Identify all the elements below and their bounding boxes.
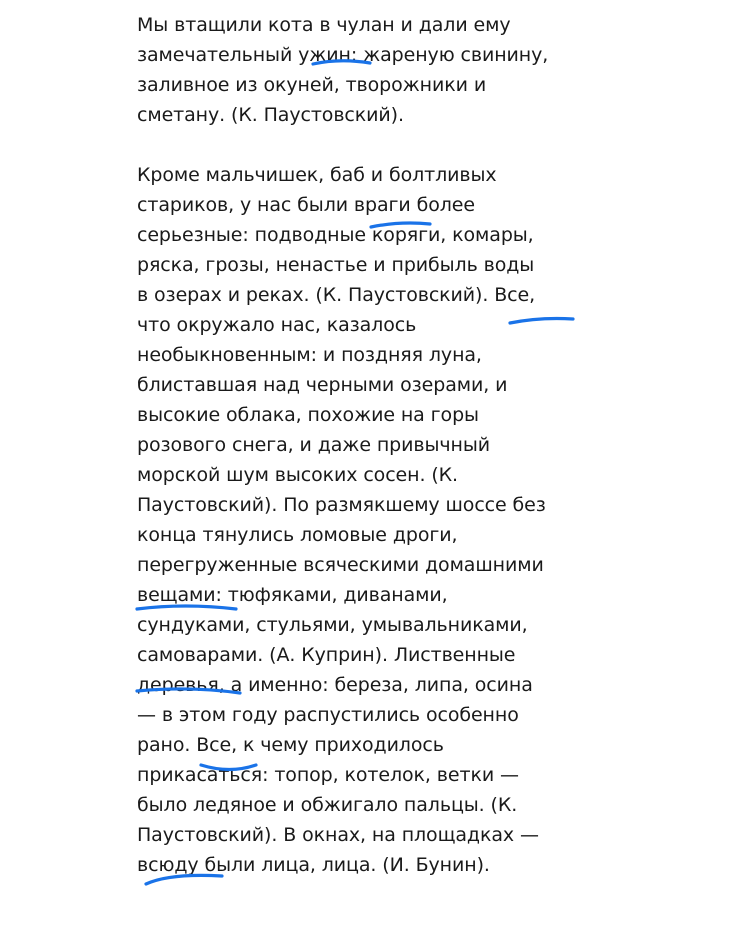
text-line: деревья, а именно: береза, липа, осина <box>137 674 533 696</box>
paragraph-2 <box>137 160 597 880</box>
document-body <box>137 10 597 880</box>
text-line: перегруженные всяческими домашними <box>137 554 544 576</box>
text-line: замечательный ужин: жареную свинину, <box>137 44 549 66</box>
text-line: Паустовский). По размякшему шоссе без <box>137 494 546 516</box>
text-line: самоварами. (А. Куприн). Лиственные <box>137 644 516 666</box>
text-line: что окружало нас, казалось <box>137 314 417 336</box>
text-line: сметану. (К. Паустовский). <box>137 104 404 126</box>
text-line: серьезные: подводные коряги, комары, <box>137 224 534 246</box>
text-line: в озерах и реках. (К. Паустовский). Все, <box>137 284 536 306</box>
paragraph-spacer <box>137 130 597 160</box>
text-line: Мы втащили кота в чулан и дали ему <box>137 14 511 36</box>
paragraph-1 <box>137 10 597 130</box>
text-line: прикасаться: топор, котелок, ветки — <box>137 764 519 786</box>
text-line: всюду были лица, лица. (И. Бунин). <box>137 854 490 876</box>
text-line: было ледяное и обжигало пальцы. (К. <box>137 794 518 816</box>
text-line: высокие облака, похожие на горы <box>137 404 479 426</box>
text-line: ряска, грозы, ненастье и прибыль воды <box>137 254 535 276</box>
text-line: необыкновенным: и поздняя луна, <box>137 344 482 366</box>
text-line: — в этом году распустились особенно <box>137 704 519 726</box>
text-line: стариков, у нас были враги более <box>137 194 475 216</box>
text-line: заливное из окуней, творожники и <box>137 74 487 96</box>
text-line: морской шум высоких сосен. (К. <box>137 464 458 486</box>
text-line: вещами: тюфяками, диванами, <box>137 584 448 606</box>
text-line: конца тянулись ломовые дроги, <box>137 524 458 546</box>
text-line: Кроме мальчишек, баб и болтливых <box>137 164 497 186</box>
text-line: розового снега, и даже привычный <box>137 434 490 456</box>
text-line: рано. Все, к чему приходилось <box>137 734 444 756</box>
text-line: Паустовский). В окнах, на площадках — <box>137 824 539 846</box>
text-line: блиставшая над черными озерами, и <box>137 374 508 396</box>
text-line: сундуками, стульями, умывальниками, <box>137 614 528 636</box>
